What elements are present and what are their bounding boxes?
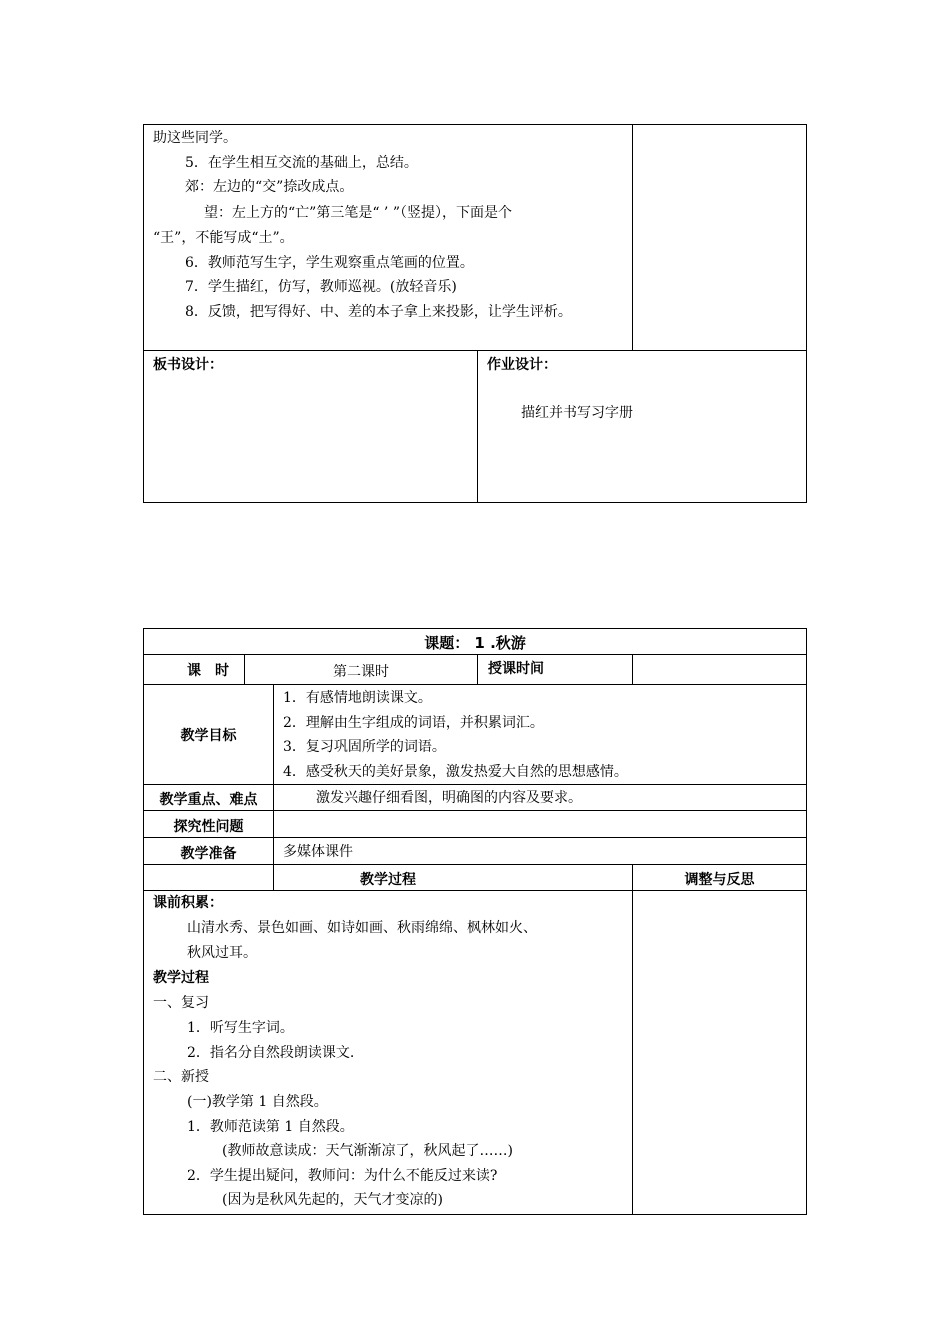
goal-item: 3．复习巩固所学的词语。 bbox=[283, 739, 446, 755]
process-line: 助这些同学。 bbox=[153, 130, 237, 146]
process-step: 2．指名分自然段朗读课文. bbox=[187, 1045, 355, 1061]
lesson-title: 课题： 1 .秋游 bbox=[424, 634, 526, 652]
inquiry-label: 探究性问题 bbox=[173, 819, 244, 835]
pre-study-line: 山清水秀、景色如画、如诗如画、秋雨绵绵、枫林如火、 bbox=[187, 920, 537, 936]
key-points-value: 激发兴趣仔细看图，明确图的内容及要求。 bbox=[316, 790, 582, 806]
prep-label: 教学准备 bbox=[180, 846, 237, 862]
board-design-label: 板书设计： bbox=[153, 357, 223, 373]
process-line: 6．教师范写生字，学生观察重点笔画的位置。 bbox=[185, 255, 474, 271]
homework-label: 作业设计： bbox=[487, 357, 557, 373]
row-border bbox=[144, 837, 806, 838]
goal-item: 4．感受秋天的美好景象，激发热爱大自然的思想感情。 bbox=[283, 764, 628, 780]
row-border bbox=[144, 684, 806, 685]
col-border bbox=[273, 684, 274, 890]
goal-item: 1．有感情地朗读课文。 bbox=[283, 690, 432, 706]
col-border bbox=[477, 654, 478, 684]
time-label: 授课时间 bbox=[488, 661, 544, 677]
homework-cell bbox=[478, 351, 807, 503]
homework-text: 描红并书写习字册 bbox=[521, 405, 633, 421]
process-line: 8．反馈，把写得好、中、差的本子拿上来投影，让学生评析。 bbox=[185, 304, 572, 320]
pre-study-line: 秋风过耳。 bbox=[187, 945, 257, 961]
process-line: 7．学生描红，仿写，教师巡视。(放轻音乐) bbox=[185, 279, 457, 295]
prep-value: 多媒体课件 bbox=[283, 844, 353, 860]
reflection-cell bbox=[633, 125, 807, 350]
period-label: 课 时 bbox=[187, 663, 229, 679]
process-step: (一)教学第 1 自然段。 bbox=[187, 1094, 328, 1110]
process-header: 教学过程 bbox=[360, 872, 416, 888]
process-step: (教师故意读成：天气渐渐凉了，秋风起了……) bbox=[222, 1143, 513, 1159]
process-step: 二、新授 bbox=[153, 1069, 209, 1085]
reflect-body bbox=[633, 891, 806, 1215]
top-lesson-table bbox=[143, 124, 807, 503]
process-line: “王”，不能写成“土”。 bbox=[153, 230, 294, 246]
process-step: 一、复习 bbox=[153, 995, 209, 1011]
process-title: 教学过程 bbox=[153, 970, 209, 986]
row-border bbox=[144, 810, 806, 811]
process-step: 1．教师范读第 1 自然段。 bbox=[187, 1119, 354, 1135]
col-border bbox=[632, 654, 633, 684]
bottom-lesson-table bbox=[143, 628, 807, 1215]
key-points-label: 教学重点、难点 bbox=[159, 792, 258, 808]
process-body bbox=[144, 891, 632, 1215]
goals-label: 教学目标 bbox=[180, 728, 237, 744]
process-cell bbox=[144, 125, 632, 350]
process-line: 望：左上方的“亡”第三笔是“ ’ ”（竖提），下面是个 bbox=[204, 205, 512, 221]
process-step: (因为是秋风先起的，天气才变凉的) bbox=[222, 1192, 443, 1208]
board-design-cell bbox=[144, 351, 477, 503]
goal-item: 2．理解由生字组成的词语，并积累词汇。 bbox=[283, 715, 544, 731]
period-value: 第二课时 bbox=[333, 664, 389, 680]
process-line: 5．在学生相互交流的基础上，总结。 bbox=[185, 155, 418, 171]
pre-study-label: 课前积累： bbox=[153, 895, 223, 911]
process-step: 1．听写生字词。 bbox=[187, 1020, 294, 1036]
row-border bbox=[144, 864, 806, 865]
process-line: 郊：左边的“交”捺改成点。 bbox=[185, 179, 354, 195]
row-border bbox=[144, 784, 806, 785]
reflect-header: 调整与反思 bbox=[684, 872, 755, 888]
process-step: 2．学生提出疑问，教师问：为什么不能反过来读? bbox=[187, 1168, 498, 1184]
